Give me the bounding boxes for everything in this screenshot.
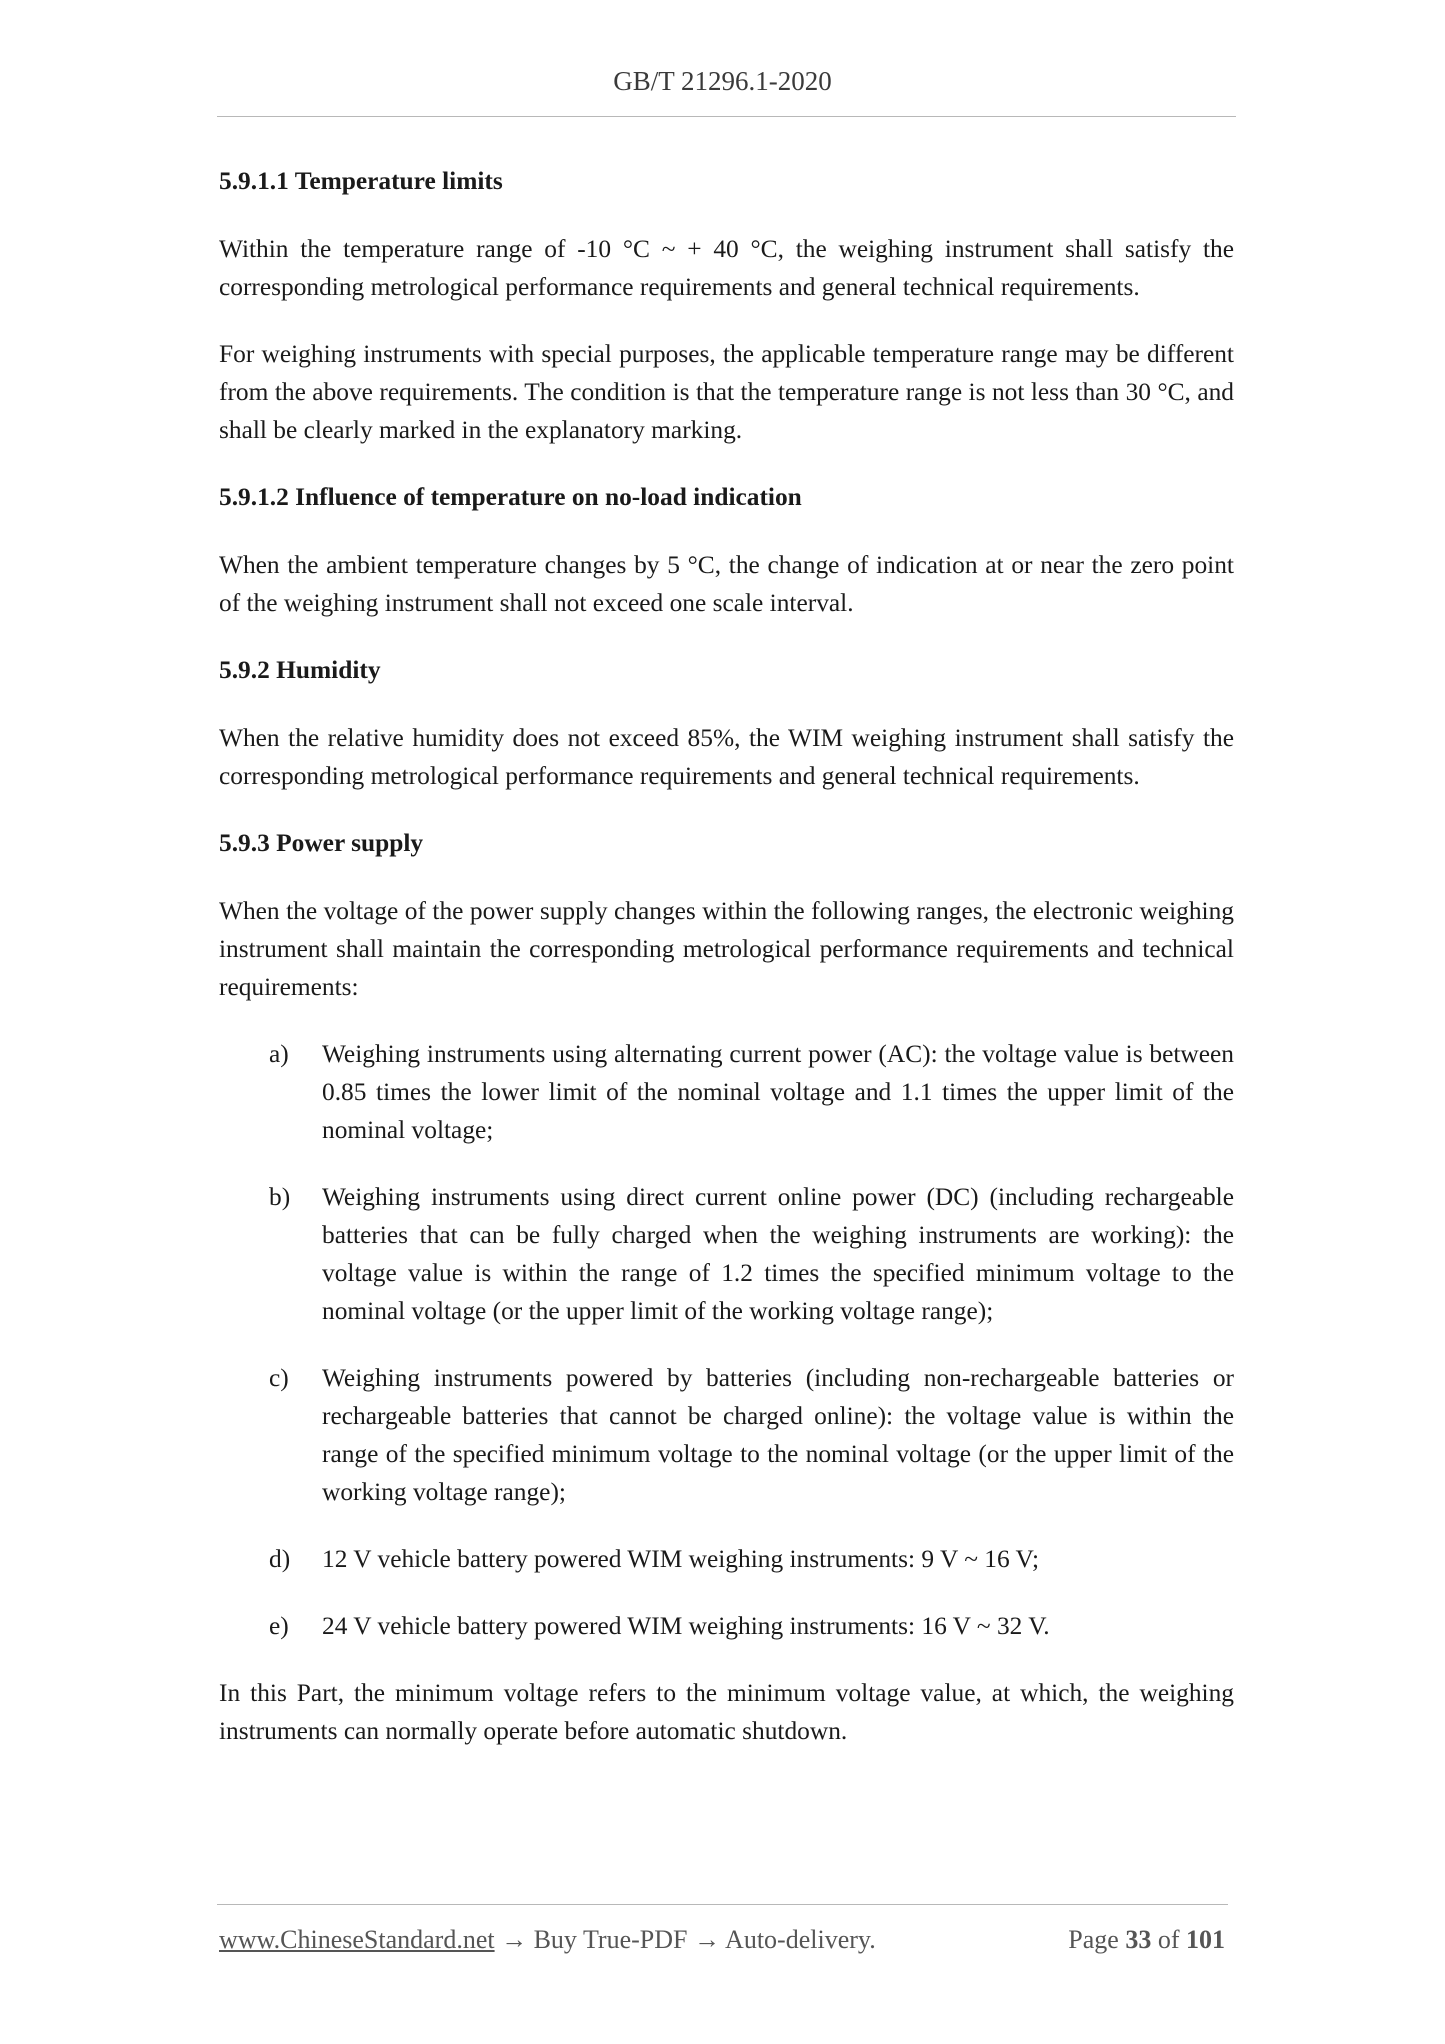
list-item-text: Weighing instruments using direct current online power (DC) (including rechargeable batteries that can be fully charged when the weighing instruments are working): the voltage value is within the range of 1.2 times the specified minimum voltage to the nominal voltage (or the upper limit of the working voltage range); bbox=[322, 1183, 1234, 1325]
list-marker: c) bbox=[269, 1364, 289, 1392]
paragraph: Within the temperature range of -10 °C ~ + 40 °C, the weighing instrument shall satisfy the corresponding metrological performance requirements and general technical requirements. bbox=[219, 235, 1234, 301]
footer-divider bbox=[217, 1904, 1228, 1905]
paragraph: When the ambient temperature changes by 5 °C, the change of indication at or near the zero point of the weighing instrument shall not exceed one scale interval. bbox=[219, 551, 1234, 617]
paragraph: When the voltage of the power supply changes within the following ranges, the electronic weighing instrument shall maintain the corresponding metrological performance requirements and technical requirements: bbox=[219, 897, 1234, 1001]
list-item-text: Weighing instruments using alternating current power (AC): the voltage value is between 0.85 times the lower limit of the nominal voltage and 1.1 times the upper limit of the nominal voltage; bbox=[322, 1040, 1234, 1144]
paragraph: In this Part, the minimum voltage refers to the minimum voltage value, at which, the weighing instruments can normally operate before automatic shutdown. bbox=[219, 1679, 1234, 1745]
list-marker: e) bbox=[269, 1612, 289, 1640]
paragraph: For weighing instruments with special purposes, the applicable temperature range may be different from the above requirements. The condition is that the temperature range is not less than 30 °C, and shall be clearly marked in the explanatory marking. bbox=[219, 340, 1234, 444]
list-item-text: Weighing instruments powered by batteries (including non-rechargeable batteries or rechargeable batteries that cannot be charged online): the voltage value is within the range of the specified minimum voltage to the nominal voltage (or the upper limit of the working voltage range); bbox=[322, 1364, 1234, 1506]
section-heading-5-9-1-2: 5.9.1.2 Influence of temperature on no-load indication bbox=[219, 483, 802, 511]
list-item-text: 12 V vehicle battery powered WIM weighing instruments: 9 V ~ 16 V; bbox=[322, 1545, 1040, 1573]
page-indicator bbox=[1068, 1925, 1225, 1955]
list-item bbox=[219, 1607, 1234, 1645]
list-item-text: 24 V vehicle battery powered WIM weighing instruments: 16 V ~ 32 V. bbox=[322, 1612, 1050, 1640]
page-footer bbox=[219, 1925, 1225, 1955]
list-item bbox=[219, 1540, 1234, 1578]
list-marker: d) bbox=[269, 1545, 291, 1573]
list-marker: b) bbox=[269, 1183, 291, 1211]
paragraph: When the relative humidity does not exceed 85%, the WIM weighing instrument shall satisfy the corresponding metrological performance requirements and general technical requirements. bbox=[219, 724, 1234, 790]
list-item bbox=[219, 1035, 1234, 1149]
document-header-title: GB/T 21296.1-2020 bbox=[613, 66, 832, 96]
power-supply-list bbox=[219, 1035, 1234, 1645]
section-heading-5-9-2: 5.9.2 Humidity bbox=[219, 656, 381, 684]
footer-tagline: → Buy True-PDF → Auto-delivery. bbox=[494, 1925, 876, 1954]
section-heading-5-9-3: 5.9.3 Power supply bbox=[219, 829, 424, 857]
section-heading-5-9-1-1: 5.9.1.1 Temperature limits bbox=[219, 167, 503, 195]
page-body bbox=[219, 162, 1234, 1779]
footer-left bbox=[219, 1925, 876, 1954]
total-pages: 101 bbox=[1186, 1925, 1225, 1954]
current-page-number: 33 bbox=[1125, 1925, 1152, 1954]
page-label: Page bbox=[1068, 1925, 1119, 1954]
list-marker: a) bbox=[269, 1040, 289, 1068]
list-item bbox=[219, 1359, 1234, 1511]
header-divider bbox=[217, 116, 1236, 117]
list-item bbox=[219, 1178, 1234, 1330]
website-link[interactable]: www.ChineseStandard.net bbox=[219, 1925, 495, 1954]
of-label: of bbox=[1157, 1925, 1180, 1954]
